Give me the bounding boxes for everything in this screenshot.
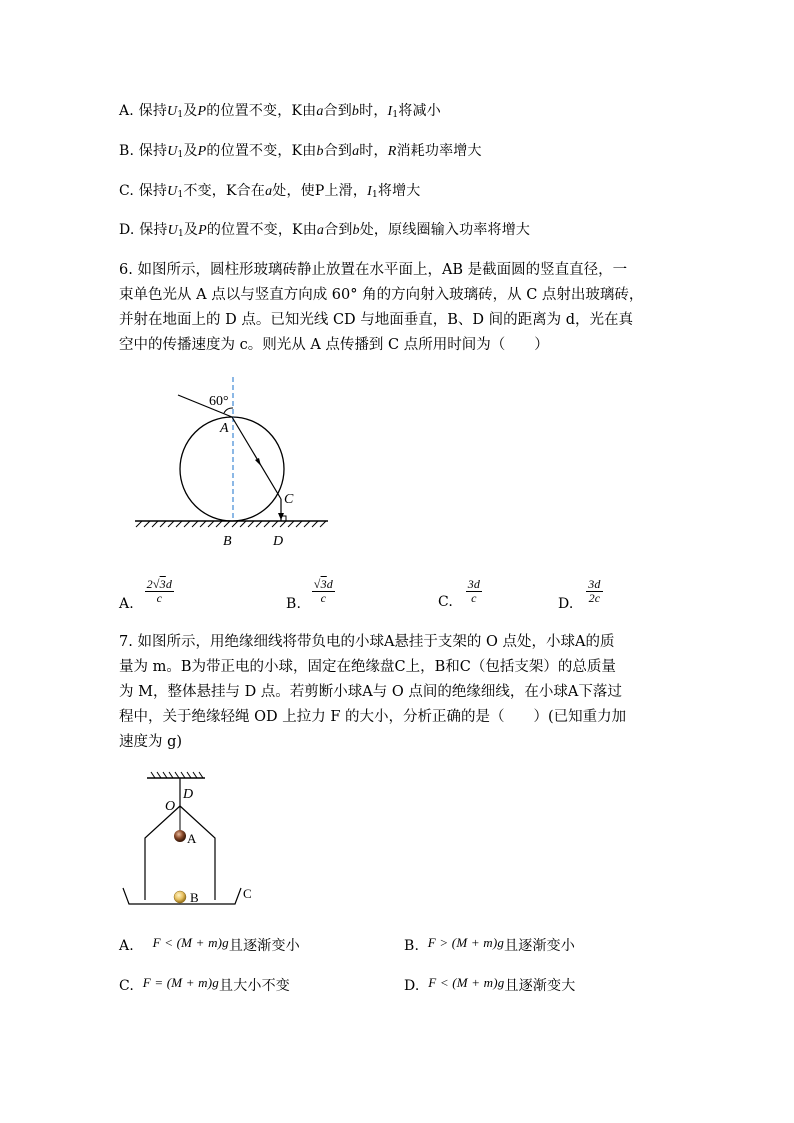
point-b-label: B	[223, 534, 232, 549]
ball-a-label: A	[187, 831, 197, 846]
ceiling-hatching	[151, 772, 203, 778]
dish-c-label: C	[243, 886, 252, 901]
q6-figure	[120, 365, 340, 555]
q6-option-c[interactable]: C. $\frac{3d}{c}$	[438, 577, 481, 610]
q6-stem-line-2: 束单色光从 A 点以与竖直方向成 60° 角的方向射入玻璃砖，从 C 点射出玻璃砖，	[119, 287, 644, 303]
point-d-label: D	[273, 534, 284, 549]
q6-stem-line-1: 6. 如图所示，圆柱形玻璃砖静止放置在水平面上，AB 是截面圆的竖直直径，一	[119, 262, 628, 278]
ball-b	[174, 891, 186, 903]
point-c-label: C	[284, 492, 294, 507]
q7-option-c[interactable]: C. F = (M + m)g且大小不变	[119, 975, 290, 994]
q7-option-d[interactable]: D. F < (M + m)g且逐渐变大	[404, 975, 576, 994]
q7-stem-line-3: 为 M，整体悬挂与 D 点。若剪断小球A与 O 点间的绝缘细线，在小球A下落过	[119, 684, 622, 700]
q7-figure	[115, 768, 265, 913]
q7-stem-line-1: 7. 如图所示，用绝缘细线将带负电的小球A悬挂于支架的 O 点处，小球A的质	[119, 634, 615, 650]
point-a-label: A	[220, 421, 229, 436]
ray-arrow	[255, 458, 261, 466]
point-d-label: D	[183, 787, 194, 802]
q6-option-a[interactable]: A. $\frac{2√3d}{c}$	[119, 577, 173, 612]
q7-stem-line-4: 程中，关于绝缘轻绳 OD 上拉力 F 的大小，分析正确的是（ ）(已知重力加	[119, 709, 627, 725]
q5-option-d[interactable]: D. 保持$U_1$及P的位置不变，K由a合到b处，原线圈输入功率将增大	[119, 222, 531, 239]
ball-b-label: B	[190, 890, 199, 905]
point-o-label: O	[165, 799, 176, 814]
q6-option-b[interactable]: B. $\frac{√3d}{c}$	[286, 577, 333, 612]
angle-label: 60°	[209, 394, 229, 409]
refracted-ray	[232, 417, 281, 499]
q5-option-b[interactable]: B. 保持$U_1$及P的位置不变，K由b合到a时，R消耗功率增大	[119, 143, 482, 160]
q7-option-a[interactable]: A. F < (M + m)g且逐渐变小	[119, 935, 300, 954]
glass-cylinder-circle	[180, 417, 284, 521]
q6-option-d[interactable]: D. $\frac{3d}{2c}$	[558, 577, 601, 612]
ground-hatching	[136, 521, 326, 527]
q7-option-b[interactable]: B. F > (M + m)g且逐渐变小	[404, 935, 576, 954]
q6-stem-line-3: 并射在地面上的 D 点。已知光线 CD 与地面垂直，B、D 间的距离为 d，光在真	[119, 312, 634, 328]
q5-option-c[interactable]: C. 保持$U_1$不变，K合在a处，使P上滑，$I_1$将增大	[119, 183, 421, 200]
q7-stem-line-5: 速度为 g)	[119, 734, 183, 750]
q6-stem-line-4: 空中的传播速度为 c。则光从 A 点传播到 C 点所用时间为（ ）	[119, 337, 549, 353]
q5-option-a[interactable]: A. 保持$U_1$及P的位置不变，K由a合到b时，$I_1$将减小	[119, 103, 441, 120]
ball-a	[174, 830, 186, 842]
q7-stem-line-2: 量为 m。B为带正电的小球，固定在绝缘盘C上，B和C（包括支架）的总质量	[119, 659, 616, 675]
